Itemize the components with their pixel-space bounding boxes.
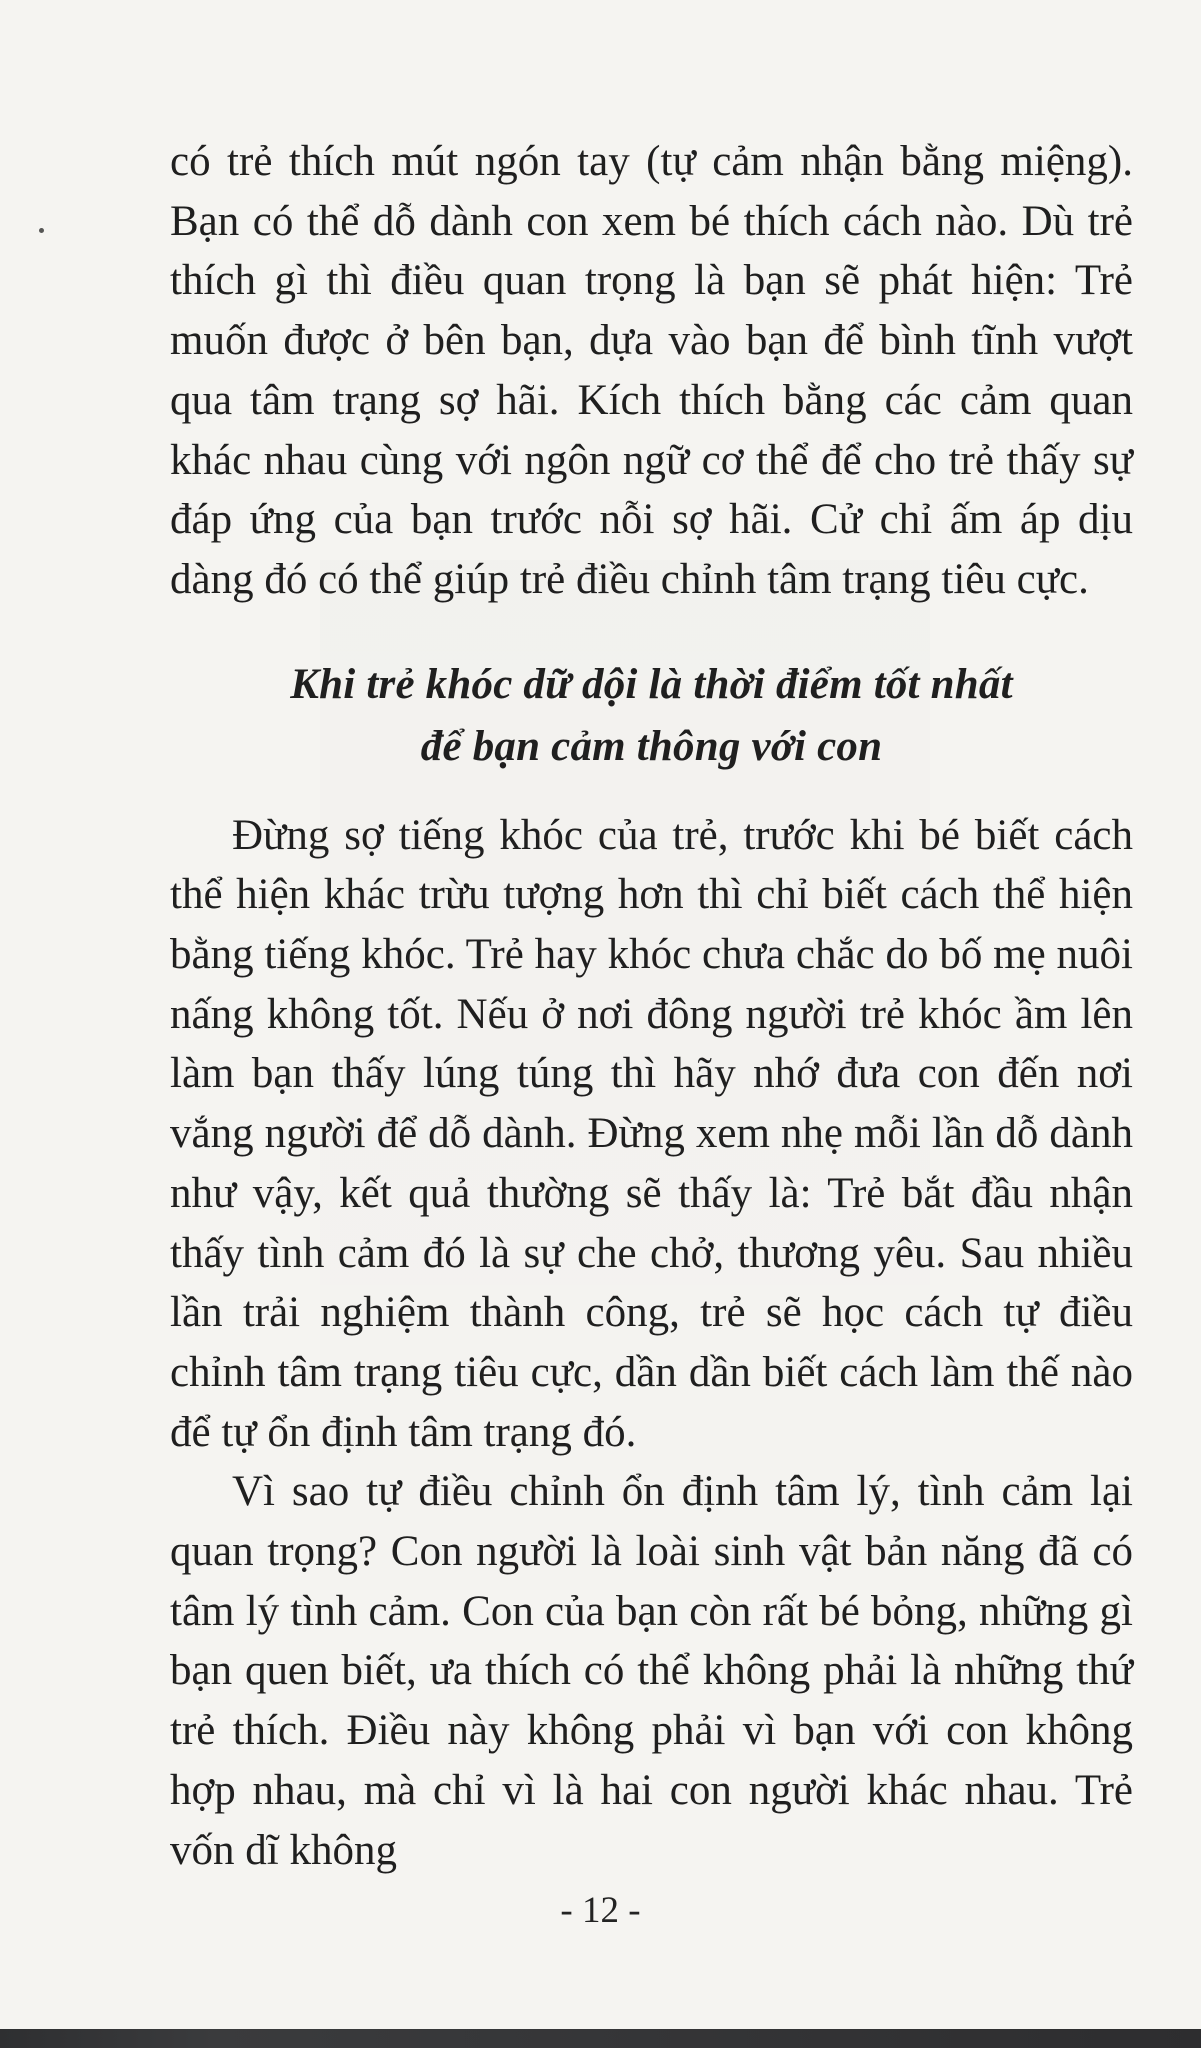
page-number: - 12 - — [560, 1890, 641, 1931]
heading-line-1: Khi trẻ khóc dữ dội là thời điểm tốt nhất — [290, 660, 1013, 708]
section-heading — [170, 654, 1133, 778]
page-speck — [39, 228, 44, 233]
bottom-shadow — [0, 2029, 1201, 2048]
paragraph-1: có trẻ thích mút ngón tay (tự cảm nhận bằng miệng). Bạn có thể dỗ dành con xem bé thích cách nào. Dù trẻ thích gì thì điều quan trọng là bạn sẽ phát hiện: Trẻ muốn được ở bên bạn, dựa vào bạn để bình tĩnh vượt qua tâm trạng sợ hãi. Kích thích bằng các cảm quan khác nhau cùng với ngôn ngữ cơ thể để cho trẻ thấy sự đáp ứng của bạn trước nỗi sợ hãi. Cử chỉ ấm áp dịu dàng đó có thể giúp trẻ điều chỉnh tâm trạng tiêu cực. — [170, 138, 1133, 603]
paragraph-2: Đừng sợ tiếng khóc của trẻ, trước khi bé biết cách thể hiện khác trừu tượng hơn thì chỉ biết cách thể hiện bằng tiếng khóc. Trẻ hay khóc chưa chắc do bố mẹ nuôi nấng không tốt. Nếu ở nơi đông người trẻ khóc ầm lên làm bạn thấy lúng túng thì hãy nhớ đưa con đến nơi vắng người để dỗ dành. Đừng xem nhẹ mỗi lần dỗ dành như vậy, kết quả thường sẽ thấy là: Trẻ bắt đầu nhận thấy tình cảm đó là sự che chở, thương yêu. Sau nhiều lần trải nghiệm thành công, trẻ sẽ học cách tự điều chỉnh tâm trạng tiêu cực, dần dần biết cách làm thế nào để tự ổn định tâm trạng đó. — [170, 811, 1133, 1456]
heading-line-2: để bạn cảm thông với con — [420, 722, 883, 770]
page-content — [170, 132, 1133, 1880]
paragraph-3: Vì sao tự điều chỉnh ổn định tâm lý, tình cảm lại quan trọng? Con người là loài sinh vật bản năng đã có tâm lý tình cảm. Con của bạn còn rất bé bỏng, những gì bạn quen biết, ưa thích có thể không phải là những thứ trẻ thích. Điều này không phải vì bạn với con không hợp nhau, mà chỉ vì là hai con người khác nhau. Trẻ vốn dĩ không — [170, 1468, 1133, 1874]
